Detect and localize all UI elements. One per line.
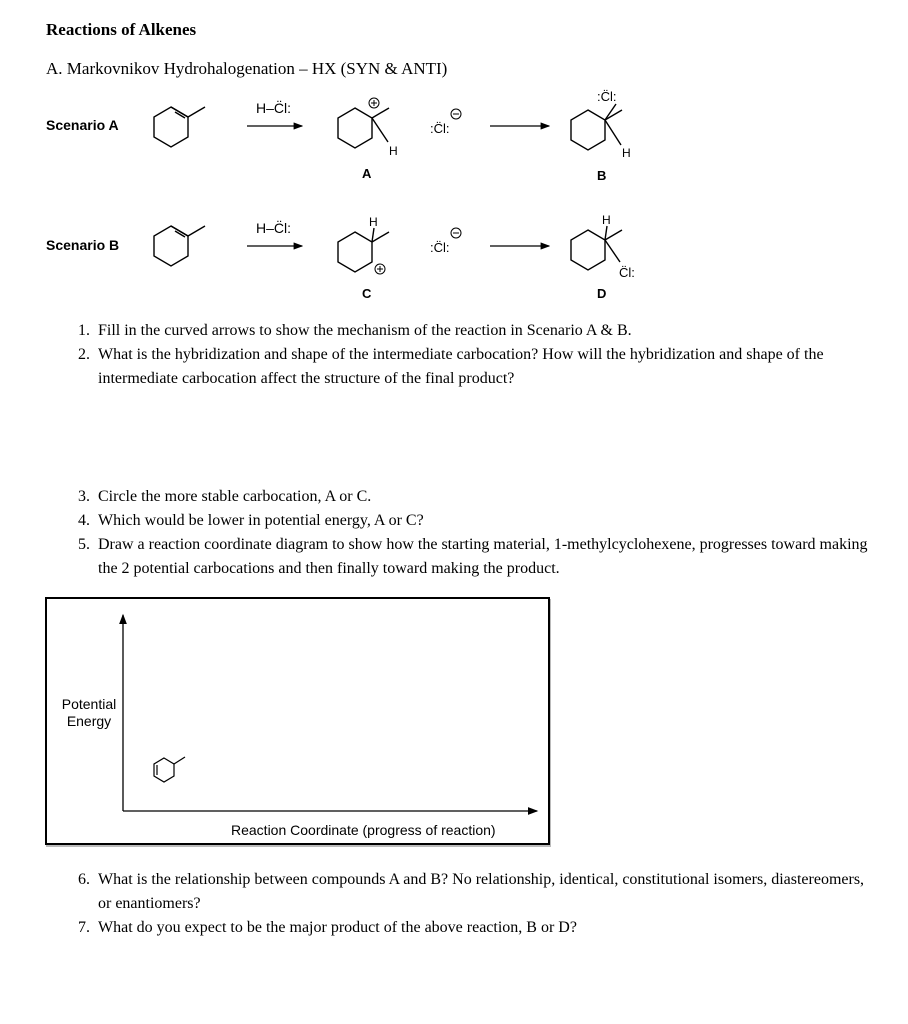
chloride-ion-b (430, 228, 461, 255)
scenario-b-starting-material (154, 226, 205, 266)
chloride-b-text: :C̈l: (430, 240, 450, 255)
section-title: A. Markovnikov Hydrohalogenation – HX (SYN & ANTI) (46, 59, 448, 78)
diagram-axes (47, 599, 548, 843)
chloride-a-text: :C̈l: (430, 121, 450, 136)
product-b (571, 104, 622, 150)
scenario-b-label: Scenario B (46, 237, 120, 253)
carbocation-c-h: H (369, 215, 378, 229)
product-b-cl: :C̈l: (597, 89, 617, 104)
scenario-a-reagent: H–C̈l: (256, 100, 292, 116)
product-d-h: H (602, 213, 611, 227)
document-title: Reactions of Alkenes (46, 20, 197, 39)
carbocation-a (338, 98, 389, 148)
carbocation-c-label: C (362, 286, 372, 301)
carbocation-a-label: A (362, 166, 372, 181)
scenario-a-starting-material (154, 107, 205, 147)
scenario-a-label: Scenario A (46, 117, 119, 133)
chloride-ion-a (430, 109, 461, 136)
reaction-coordinate-diagram[interactable] (45, 597, 550, 845)
product-d (571, 226, 622, 270)
x-axis-label: Reaction Coordinate (progress of reaction) (231, 822, 496, 838)
scenario-b-reagent: H–C̈l: (256, 220, 292, 236)
carbocation-a-h: H (389, 144, 398, 158)
product-d-cl: C̈l: (619, 265, 635, 280)
starting-material-icon (154, 757, 185, 782)
product-d-label: D (597, 286, 607, 301)
product-b-label: B (597, 168, 607, 183)
product-b-h: H (622, 146, 631, 160)
carbocation-c (338, 228, 389, 274)
y-axis-label: Potential Energy (61, 696, 117, 729)
reaction-scheme (0, 0, 908, 310)
